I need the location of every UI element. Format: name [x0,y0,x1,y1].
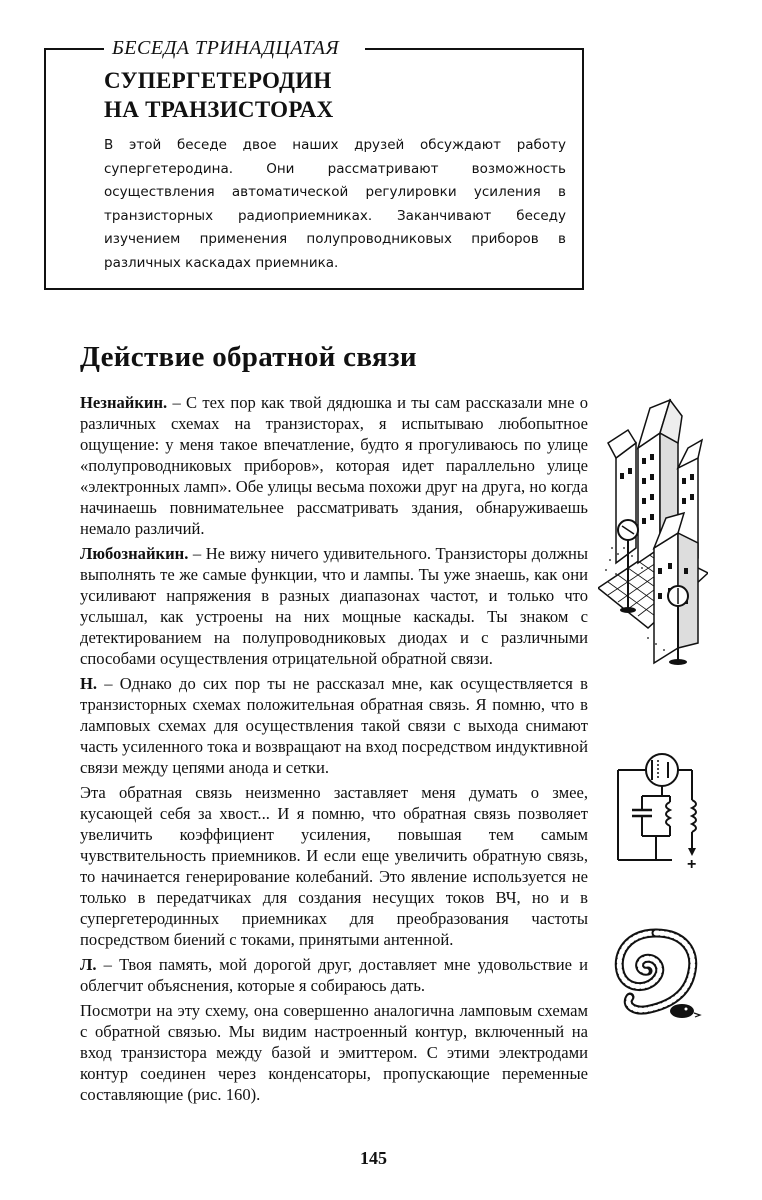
body-text [80,392,588,1109]
paragraph [80,673,588,778]
paragraph-text: – Твоя память, мой дорогой друг, доставляет мне удовольствие и облегчит объяснения, которые я собираюсь дать. [80,955,588,995]
street-buildings-illustration [598,398,708,670]
speaker-name: Незнайкин. [80,393,168,412]
chapter-intro-text: В этой беседе двое наших друзей обсуждают работу супергетеродина. Они рассматривают возможность осуществления автоматической регулировки усиления в транзисторных радиоприемниках. Заканчивают беседу изучением применения полупроводниковых приборов в различных каскадах приемника. [104,137,566,271]
section-title: Действие обратной связи [80,341,417,373]
paragraph [80,782,588,950]
chapter-title [104,66,524,124]
paragraph [80,392,588,539]
chapter-title-line1: СУПЕРГЕТЕРОДИН [104,68,332,93]
tube-feedback-circuit-illustration [612,752,722,872]
speaker-name: Любознайкин. [80,544,189,563]
paragraph-text: – С тех пор как твой дядюшка и ты сам рассказали мне о различных схемах на транзисторах, я испытываю любопытное ощущение: у меня такое впечатление, будто я прогуливаюсь по улице «полупроводниковых приборов», которая идет параллельно улице «электронных ламп». Обе улицы весьма похожи друг на друга, но когда начинаешь повнимательнее рассматривать здания, обнаруживаешь немало различий. [80,393,588,538]
paragraph-text: Эта обратная связь неизменно заставляет меня думать о змее, кусающей себя за хвост... И я помню, что обратная связь позволяет увеличить коэффициент усиления, повышая тем самым чувствительность приемников. И если еще увеличить обратную связь, то начинается генерирование колебаний. Это явление используется не только в передатчиках для создания несущих токов ВЧ, но и в супергетеродинных приемниках для преобразования частоты посредством биений с токами, принятыми антенной. [80,783,588,949]
plus-label: + [687,856,697,872]
paragraph-text: – Однако до сих пор ты не рассказал мне, как осуществляется в транзисторных схемах положительная обратная связь. Я помню, что в ламповых схемах для осуществления такой связи с выхода снимают часть усиленного тока и возвращают на вход посредством индуктивной связи между цепями анода и сетки. [80,674,588,777]
paragraph [80,954,588,996]
speaker-name: Н. [80,674,98,693]
paragraph-text: Посмотри на эту схему, она совершенно аналогична ламповым схемам с обратной связью. Мы видим настроенный контур, включенный на вход транзистора между базой и эмиттером. С этими электродами контур соединен через конденсаторы, пропускающие переменные составляющие (рис. 160). [80,1001,588,1104]
speaker-name: Л. [80,955,97,974]
paragraph [80,1000,588,1105]
chapter-title-line2: НА ТРАНЗИСТОРАХ [104,97,334,122]
paragraph [80,543,588,669]
page-number: 145 [360,1148,387,1168]
chapter-label: БЕСЕДА ТРИНАДЦАТАЯ [112,37,340,59]
paragraph-text: – Не вижу ничего удивительного. Транзисторы должны выполнять те же самые функции, что и лампы. Ты уже знаешь, как они усиливают напряжения в разных диапазонах частот, и только что услышал, как устроены на них мощные каскады. Ты знаком с детектированием на полупроводниковых диодах и с различными способами осуществления отрицательной обратной связи. [80,544,588,668]
snake-biting-tail-illustration [610,925,702,1027]
